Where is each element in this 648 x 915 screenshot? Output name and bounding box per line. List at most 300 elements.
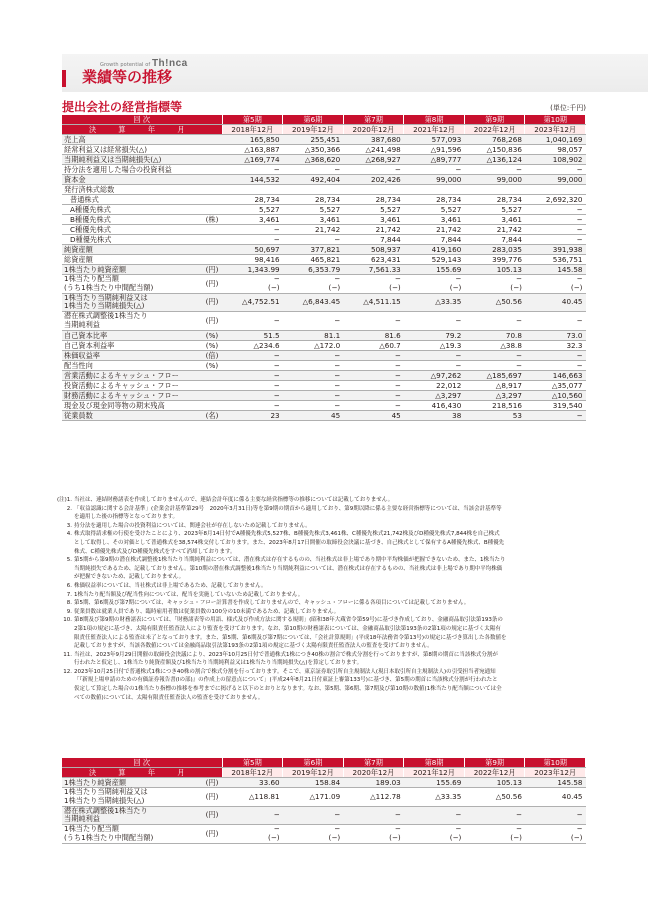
- note-number: 3.: [66, 522, 72, 529]
- value-cell: −: [464, 350, 525, 360]
- value-cell: 5,527: [343, 205, 404, 215]
- col-label-year: 決 算 年 月: [62, 125, 222, 135]
- note-text: 従業員数は就業人員であり、臨時雇用者数は従業員数の100分の10未満であるため、記載しておりません。: [74, 608, 340, 615]
- value-cell: −: [222, 360, 283, 370]
- value-cell: 255,451: [283, 135, 344, 145]
- table-row: [62, 350, 586, 360]
- row-unit: [202, 390, 222, 400]
- value-cell: 202,426: [343, 175, 404, 185]
- note-number: 10.: [63, 617, 72, 624]
- value-cell: −: [283, 390, 344, 400]
- value-cell: [404, 185, 465, 195]
- value-cell: 38: [404, 410, 465, 420]
- period-header: 第6期: [283, 758, 344, 768]
- year-header: 2018年12月: [222, 768, 283, 778]
- year-header: 2019年12月: [283, 768, 344, 778]
- row-label: 1株当たり純資産額: [62, 778, 202, 788]
- value-cell: 81.1: [283, 330, 344, 340]
- value-cell: −: [283, 380, 344, 390]
- row-label: 潜在株式調整後1株当たり 当期純利益: [62, 806, 202, 825]
- value-cell: 158.84: [283, 778, 344, 788]
- period-header-row: [62, 758, 586, 768]
- value-cell: 218,516: [464, 400, 525, 410]
- row-label: 自己資本比率: [62, 330, 202, 340]
- value-cell: 40.45: [525, 788, 586, 807]
- value-cell: −: [404, 806, 465, 825]
- value-cell: [464, 185, 525, 195]
- value-cell: △60.7: [343, 340, 404, 350]
- row-label: 従業員数: [62, 410, 202, 420]
- value-cell: 99,000: [404, 175, 465, 185]
- note-item: [62, 505, 588, 522]
- table-row: [62, 390, 586, 400]
- note-item: [62, 530, 588, 556]
- value-cell: −: [404, 165, 465, 175]
- value-cell: [283, 185, 344, 195]
- value-cell: −: [283, 165, 344, 175]
- value-cell: △33.35: [404, 788, 465, 807]
- value-cell: 145.58: [525, 778, 586, 788]
- value-cell: 33.60: [222, 778, 283, 788]
- row-unit: [202, 195, 222, 205]
- value-cell: −: [525, 165, 586, 175]
- period-header: 第9期: [464, 115, 525, 125]
- row-unit: [202, 255, 222, 265]
- table-row: [62, 825, 586, 844]
- row-unit: [202, 185, 222, 195]
- value-cell: −: [283, 806, 344, 825]
- value-cell: −: [525, 350, 586, 360]
- note-number: 5.: [66, 557, 72, 564]
- row-label: 1株当たり純資産額: [62, 265, 202, 275]
- value-cell: 416,430: [404, 400, 465, 410]
- value-cell: △118.81: [222, 788, 283, 807]
- value-cell: 189.03: [343, 778, 404, 788]
- value-cell: 165,850: [222, 135, 283, 145]
- year-header: 2020年12月: [343, 768, 404, 778]
- value-cell: △163,887: [222, 145, 283, 155]
- value-cell: △136,124: [464, 155, 525, 165]
- value-cell: −: [222, 806, 283, 825]
- value-cell: 108,902: [525, 155, 586, 165]
- value-cell: 155.69: [404, 265, 465, 275]
- period-header: 第5期: [222, 758, 283, 768]
- period-header: 第6期: [283, 115, 344, 125]
- row-unit: (株): [202, 215, 222, 225]
- year-header-row: [62, 125, 586, 135]
- note-text: 第8期及び第9期の財務諸表については、「財務諸表等の用語、様式及び作成方法に関する規則」(昭和38年大蔵省令第59号)に基づき作成しており、金融商品取引法第193条の 2第1項の規定に基づき、太陽有限責任監査法人により監査を受けております。なお、第10期の財務諸表については、金融商品取引法第193条の2第1項の規定に基づく太陽有 限責任監査法人による監査は未了となっております。また、第5期、第6期及び第7期については、「会社計算規則」(平成18年法務省令第13号)の規定に基づき算出した各数値を 記載しておりますが、当該各数値については金融商品取引法第193条の2第1項の規定に基づく太陽有限責任監査法人の監査を受けておりません。: [74, 617, 507, 650]
- value-cell: △234.6: [222, 340, 283, 350]
- row-unit: (円): [202, 825, 222, 844]
- note-text: 2023年10月25日付で普通株式1株につき40株の割合で株式分割を行っております。そこで、東京証券取引所自主規制法人(現日本取引所自主規制法人)の引受担当者宛通知 「『新規上場申請のための有価証券報告書(Ⅰの部)』の作成上の留意点について」(平成24年8月21日付東証上審第133号)に基づき、第5期の期首に当該株式分割が行われたと 仮定して算定した場合の1株当たり指標の推移を参考までに掲げると以下のとおりとなります。なお、第5期、第6期、第7期及び第10期の数値(1株当たり配当額については全 べての数値)については、太陽有限責任監査法人の監査を受けておりません。: [74, 668, 502, 701]
- table-row: [62, 215, 586, 225]
- value-cell: − (−): [283, 825, 344, 844]
- note-number: 12.: [63, 668, 72, 675]
- value-cell: 21,742: [404, 225, 465, 235]
- value-cell: △4,752.51: [222, 293, 283, 312]
- value-cell: −: [525, 235, 586, 245]
- value-cell: 50,697: [222, 245, 283, 255]
- value-cell: 536,751: [525, 255, 586, 265]
- table-row: [62, 185, 586, 195]
- value-cell: 105.13: [464, 778, 525, 788]
- value-cell: −: [283, 235, 344, 245]
- table-row: [62, 312, 586, 331]
- value-cell: −: [343, 806, 404, 825]
- value-cell: − (−): [404, 275, 465, 294]
- year-header: 2022年12月: [464, 768, 525, 778]
- table-row: [62, 788, 586, 807]
- row-label: 自己資本利益率: [62, 340, 202, 350]
- value-cell: − (−): [222, 275, 283, 294]
- value-cell: △35,077: [525, 380, 586, 390]
- row-label: 1株当たり当期純利益又は 1株当たり当期純損失(△): [62, 293, 202, 312]
- row-unit: [202, 175, 222, 185]
- value-cell: 5,527: [404, 205, 465, 215]
- table-row: [62, 330, 586, 340]
- table-row: [62, 275, 586, 294]
- row-label: 株価収益率: [62, 350, 202, 360]
- col-label-period: 回 次: [62, 115, 222, 125]
- row-unit: [202, 380, 222, 390]
- value-cell: −: [222, 350, 283, 360]
- value-cell: − (−): [283, 275, 344, 294]
- value-cell: 7,844: [404, 235, 465, 245]
- row-label: 資本金: [62, 175, 202, 185]
- table-row: [62, 380, 586, 390]
- row-label: 発行済株式総数: [62, 185, 202, 195]
- value-cell: △171.09: [283, 788, 344, 807]
- value-cell: −: [525, 215, 586, 225]
- period-header: 第10期: [525, 758, 586, 768]
- value-cell: 98,057: [525, 145, 586, 155]
- table-row: [62, 293, 586, 312]
- value-cell: −: [222, 235, 283, 245]
- value-cell: 53: [464, 410, 525, 420]
- row-label: 財務活動によるキャッシュ・フロー: [62, 390, 202, 400]
- value-cell: 387,680: [343, 135, 404, 145]
- table-row: [62, 155, 586, 165]
- note-number: 11.: [63, 651, 72, 658]
- value-cell: −: [525, 410, 586, 420]
- value-cell: 99,000: [525, 175, 586, 185]
- note-item: [62, 599, 588, 608]
- value-cell: 21,742: [464, 225, 525, 235]
- year-header: 2021年12月: [404, 125, 465, 135]
- period-header: 第8期: [404, 758, 465, 768]
- note-text: 第5期、第6期及び第7期については、キャッシュ・フロー計算書を作成しておりませんので、キャッシュ・フローに係る各項目については記載しておりません。: [74, 600, 470, 607]
- value-cell: −: [343, 312, 404, 331]
- table-row: [62, 195, 586, 205]
- value-cell: 6,353.79: [283, 265, 344, 275]
- value-cell: − (−): [464, 825, 525, 844]
- table-row: [62, 778, 586, 788]
- value-cell: 81.6: [343, 330, 404, 340]
- value-cell: △268,927: [343, 155, 404, 165]
- row-label: D種優先株式: [62, 235, 202, 245]
- value-cell: −: [525, 205, 586, 215]
- value-cell: −: [464, 806, 525, 825]
- row-label: 投資活動によるキャッシュ・フロー: [62, 380, 202, 390]
- value-cell: −: [222, 390, 283, 400]
- value-cell: −: [283, 370, 344, 380]
- table-row: [62, 360, 586, 370]
- table-row: [62, 370, 586, 380]
- value-cell: 99,000: [464, 175, 525, 185]
- value-cell: 3,461: [464, 215, 525, 225]
- value-cell: △38.8: [464, 340, 525, 350]
- note-item: [62, 591, 588, 600]
- value-cell: 3,461: [343, 215, 404, 225]
- value-cell: 5,527: [464, 205, 525, 215]
- row-label: 現金及び現金同等物の期末残高: [62, 400, 202, 410]
- notes-block: [56, 496, 588, 702]
- row-unit: (%): [202, 330, 222, 340]
- value-cell: 21,742: [343, 225, 404, 235]
- year-header: 2023年12月: [525, 125, 586, 135]
- value-cell: −: [525, 806, 586, 825]
- value-cell: 391,938: [525, 245, 586, 255]
- section-accent-bar: [62, 70, 66, 87]
- value-cell: △241,498: [343, 145, 404, 155]
- period-header: 第9期: [464, 758, 525, 768]
- logo-tagline: Growth potential of: [100, 62, 151, 68]
- period-header: 第10期: [525, 115, 586, 125]
- value-cell: 283,035: [464, 245, 525, 255]
- row-unit: [202, 225, 222, 235]
- value-cell: −: [464, 165, 525, 175]
- row-unit: (円): [202, 778, 222, 788]
- value-cell: 146,663: [525, 370, 586, 380]
- table-row: [62, 165, 586, 175]
- note-number: 9.: [66, 608, 72, 615]
- table-row: [62, 410, 586, 420]
- note-item: [62, 608, 588, 617]
- value-cell: △50.56: [464, 788, 525, 807]
- table-row: [62, 235, 586, 245]
- note-item: [62, 556, 588, 582]
- value-cell: 3,461: [222, 215, 283, 225]
- row-label: 1株当たり当期純利益又は 1株当たり当期純損失(△): [62, 788, 202, 807]
- period-header: 第7期: [343, 758, 404, 768]
- value-cell: −: [404, 350, 465, 360]
- value-cell: 5,527: [283, 205, 344, 215]
- note-item: [62, 616, 588, 650]
- value-cell: 21,742: [283, 225, 344, 235]
- value-cell: 28,734: [343, 195, 404, 205]
- row-unit: [202, 400, 222, 410]
- value-cell: −: [464, 360, 525, 370]
- value-cell: 508,937: [343, 245, 404, 255]
- row-unit: (倍): [202, 350, 222, 360]
- period-header: 第8期: [404, 115, 465, 125]
- row-unit: (円): [202, 312, 222, 331]
- note-number: 7.: [66, 591, 72, 598]
- value-cell: 45: [343, 410, 404, 420]
- value-cell: −: [343, 370, 404, 380]
- note-text: 持分法を適用した場合の投資利益については、関連会社が存在しないため記載しておりません。: [74, 522, 311, 529]
- value-cell: −: [343, 380, 404, 390]
- value-cell: − (−): [525, 275, 586, 294]
- row-unit: [202, 205, 222, 215]
- row-label: 売上高: [62, 135, 202, 145]
- row-unit: (名): [202, 410, 222, 420]
- row-label: 1株当たり配当額 (うち1株当たり中間配当額): [62, 825, 202, 844]
- value-cell: 79.2: [404, 330, 465, 340]
- value-cell: −: [525, 225, 586, 235]
- value-cell: △91,596: [404, 145, 465, 155]
- row-label: 総資産額: [62, 255, 202, 265]
- row-label: C種優先株式: [62, 225, 202, 235]
- table-row: [62, 340, 586, 350]
- value-cell: −: [525, 360, 586, 370]
- per-share-reference-table: [62, 758, 586, 844]
- note-number: 8.: [66, 600, 72, 607]
- value-cell: −: [343, 400, 404, 410]
- row-unit: (円): [202, 293, 222, 312]
- value-cell: 28,734: [464, 195, 525, 205]
- row-unit: (円): [202, 806, 222, 825]
- value-cell: −: [222, 225, 283, 235]
- value-cell: 399,776: [464, 255, 525, 265]
- value-cell: △350,366: [283, 145, 344, 155]
- value-cell: −: [343, 390, 404, 400]
- value-cell: − (−): [343, 825, 404, 844]
- value-cell: 73.0: [525, 330, 586, 340]
- value-cell: △33.35: [404, 293, 465, 312]
- value-cell: △97,262: [404, 370, 465, 380]
- note-item: [62, 522, 588, 531]
- row-label: 営業活動によるキャッシュ・フロー: [62, 370, 202, 380]
- value-cell: −: [222, 380, 283, 390]
- value-cell: −: [222, 312, 283, 331]
- value-cell: 1,343.99: [222, 265, 283, 275]
- value-cell: − (−): [222, 825, 283, 844]
- value-cell: △150,836: [464, 145, 525, 155]
- year-header: 2022年12月: [464, 125, 525, 135]
- note-item: [56, 496, 588, 505]
- table-row: [62, 400, 586, 410]
- value-cell: 465,821: [283, 255, 344, 265]
- value-cell: 7,844: [343, 235, 404, 245]
- value-cell: △89,777: [404, 155, 465, 165]
- value-cell: 7,561.33: [343, 265, 404, 275]
- value-cell: 28,734: [222, 195, 283, 205]
- row-unit: [202, 165, 222, 175]
- value-cell: △4,511.15: [343, 293, 404, 312]
- value-cell: −: [464, 312, 525, 331]
- col-label-period: 回 次: [62, 758, 222, 768]
- note-item: [62, 651, 588, 668]
- row-label: B種優先株式: [62, 215, 202, 225]
- row-label: 普通株式: [62, 195, 202, 205]
- value-cell: −: [404, 312, 465, 331]
- row-unit: (円): [202, 265, 222, 275]
- value-cell: △50.56: [464, 293, 525, 312]
- section-title: 業績等の推移: [82, 68, 173, 86]
- note-text: 1株当たり配当額及び配当性向については、配当を実施していないため記載しておりません。: [74, 591, 304, 598]
- period-header-row: [62, 115, 586, 125]
- value-cell: △169,774: [222, 155, 283, 165]
- value-cell: 28,734: [283, 195, 344, 205]
- value-cell: 529,143: [404, 255, 465, 265]
- note-text: 「収益認識に関する会計基準」(企業会計基準第29号 2020年3月31日)等を第9期の期首から適用しており、第9期以降に係る主要な経営指標等については、当該会計基準等 を適用した後の指標等となっております。: [74, 505, 502, 521]
- row-unit: (%): [202, 340, 222, 350]
- note-item: [62, 668, 588, 702]
- table-row: [62, 225, 586, 235]
- table-row: [62, 265, 586, 275]
- note-number: 2.: [66, 505, 72, 512]
- value-cell: − (−): [343, 275, 404, 294]
- value-cell: 70.8: [464, 330, 525, 340]
- logo-brand: Th!nca: [151, 58, 188, 69]
- row-label: A種優先株式: [62, 205, 202, 215]
- table-row: [62, 205, 586, 215]
- row-label: 潜在株式調整後1株当たり 当期純利益: [62, 312, 202, 331]
- note-text: 株価収益率については、当社株式は非上場であるため、記載しておりません。: [74, 582, 267, 589]
- value-cell: −: [283, 312, 344, 331]
- year-header: 2020年12月: [343, 125, 404, 135]
- value-cell: △3,297: [404, 390, 465, 400]
- table-row: [62, 806, 586, 825]
- year-header: 2019年12月: [283, 125, 344, 135]
- value-cell: −: [283, 360, 344, 370]
- value-cell: 32.3: [525, 340, 586, 350]
- table-row: [62, 245, 586, 255]
- value-cell: −: [343, 165, 404, 175]
- value-cell: 3,461: [283, 215, 344, 225]
- value-cell: 40.45: [525, 293, 586, 312]
- value-cell: 145.58: [525, 265, 586, 275]
- value-cell: △3,297: [464, 390, 525, 400]
- value-cell: △185,697: [464, 370, 525, 380]
- note-number: 6.: [66, 582, 72, 589]
- value-cell: △112.78: [343, 788, 404, 807]
- value-cell: △172.0: [283, 340, 344, 350]
- row-label: 経常利益又は経常損失(△): [62, 145, 202, 155]
- table-row: [62, 255, 586, 265]
- value-cell: 768,268: [464, 135, 525, 145]
- value-cell: [222, 185, 283, 195]
- value-cell: − (−): [525, 825, 586, 844]
- year-header-row: [62, 768, 586, 778]
- value-cell: 5,527: [222, 205, 283, 215]
- value-cell: 144,532: [222, 175, 283, 185]
- note-text: 株式取得請求権の行使を受けたことにより、2023年8月14日付でA種優先株式5,527株、B種優先株式3,461株、C種優先株式21,742株及びD種優先株式7,844株を自己株式 として取得し、その対価として普通株式を38,574株交付しております。また、2023年8月17日開催の取締役会決議に基づき、自己株式として保有するA種優先株式、B種優先 株式、C種優先株式及びD種優先株式をすべて消却しております。: [74, 531, 505, 555]
- value-cell: 28,734: [404, 195, 465, 205]
- value-cell: 1,040,169: [525, 135, 586, 145]
- row-unit: [202, 235, 222, 245]
- value-cell: 319,540: [525, 400, 586, 410]
- value-cell: 23: [222, 410, 283, 420]
- value-cell: [343, 185, 404, 195]
- row-label: 純資産額: [62, 245, 202, 255]
- row-label: 持分法を適用した場合の投資利益: [62, 165, 202, 175]
- value-cell: −: [283, 400, 344, 410]
- col-label-year: 決 算 年 月: [62, 768, 222, 778]
- table-row: [62, 145, 586, 155]
- value-cell: −: [283, 350, 344, 360]
- value-cell: △19.3: [404, 340, 465, 350]
- value-cell: 155.69: [404, 778, 465, 788]
- value-cell: −: [222, 370, 283, 380]
- value-cell: 419,160: [404, 245, 465, 255]
- value-cell: △10,560: [525, 390, 586, 400]
- value-cell: 377,821: [283, 245, 344, 255]
- note-text: 当社は、2023年9月29日開催の取締役会決議により、2023年10月25日付で普通株式1株につき40株の割合で株式分割を行っておりますが、第8期の期首に当該株式分割が 行われたと仮定し、1株当たり純資産額及び1株当たり当期純利益又は1株当たり当期純損失(△)を算定しております。: [74, 651, 498, 667]
- indicators-table: [62, 115, 586, 421]
- value-cell: [525, 185, 586, 195]
